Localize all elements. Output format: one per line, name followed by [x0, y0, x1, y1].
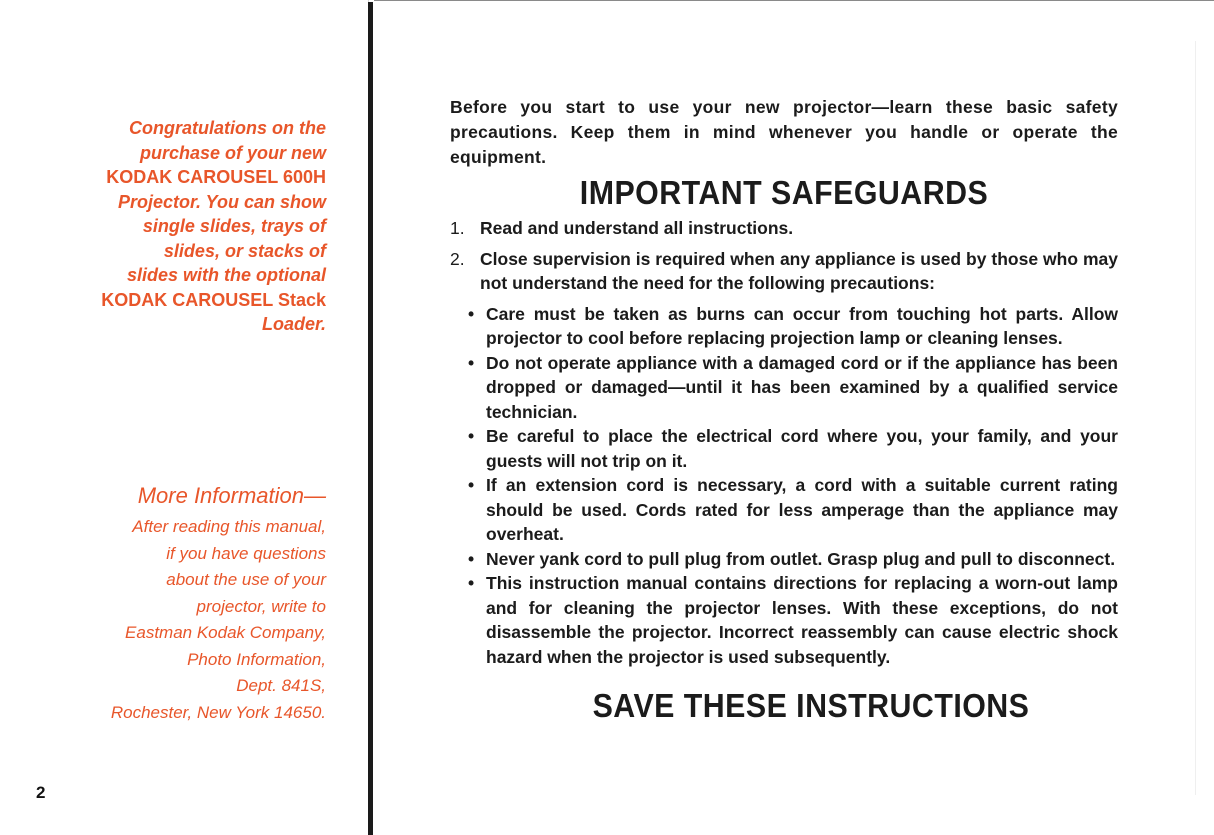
page-number: 2 — [36, 783, 46, 802]
contact-line: about the use of your — [166, 570, 326, 589]
bullet-icon: • — [468, 573, 475, 593]
congratulations-note — [36, 116, 326, 337]
list-item — [468, 302, 1118, 351]
congrats-line: Congratulations on the — [129, 118, 326, 138]
more-information-heading: More Information— — [137, 483, 326, 508]
congrats-line: Projector. You can show — [117, 191, 326, 212]
save-instructions-title: SAVE THESE INSTRUCTIONS — [592, 687, 1030, 724]
list-item — [450, 247, 1118, 296]
precaution-text: Never yank cord to pull plug from outlet. Grasp plug and pull to disconnect. — [486, 548, 1116, 569]
congrats-line: slides with the optional — [126, 265, 326, 285]
list-item — [468, 547, 1118, 572]
list-item — [468, 473, 1118, 547]
list-item — [468, 571, 1118, 669]
list-item — [468, 424, 1118, 473]
important-safeguards-title: IMPORTANT SAFEGUARDS — [579, 174, 989, 211]
brand-name-loader: KODAK CAROUSEL Stack — [101, 289, 326, 310]
precaution-text: Do not operate appliance with a damaged cord or if the appliance has been dropped or damaged—until it has been examined by a qualified service technician. — [486, 352, 1118, 422]
congrats-line: single slides, trays of — [142, 216, 326, 236]
intro-paragraph: Before you start to use your new projector—learn these basic safety precautions. Keep them in mind whenever you handle or operate the equipment. — [450, 97, 1118, 167]
bullet-icon: • — [468, 426, 475, 446]
left-page — [0, 0, 369, 835]
list-item — [468, 351, 1118, 425]
precautions-list — [450, 302, 1118, 670]
congrats-line: slides, or stacks of — [163, 240, 326, 261]
contact-line: if you have questions — [166, 543, 326, 563]
precaution-text: If an extension cord is necessary, a cord with a suitable current rating should be used. Cords rated for less amperage than the appliance may overheat. — [486, 475, 1118, 544]
item-number: 2. — [450, 248, 465, 269]
list-item — [450, 216, 1118, 241]
congrats-line: purchase of your new — [139, 142, 326, 163]
bullet-icon: • — [468, 548, 475, 569]
contact-line: Photo Information, — [187, 649, 326, 669]
contact-line: projector, write to — [196, 596, 326, 616]
safeguards-list — [450, 216, 1118, 296]
bullet-icon: • — [468, 352, 475, 373]
safeguards-content — [450, 95, 1118, 669]
item-number: 1. — [450, 218, 465, 238]
binding-spine — [368, 2, 373, 835]
precaution-text: Care must be taken as burns can occur from touching hot parts. Allow projector to cool before replacing projection lamp or cleaning lenses. — [486, 303, 1118, 348]
contact-line: Rochester, New York 14650. — [110, 702, 326, 722]
item-text: Close supervision is required when any appliance is used by those who may not understand the need for the following precautions: — [480, 248, 1118, 293]
more-information-body — [26, 514, 326, 726]
brand-name-projector: KODAK CAROUSEL 600H — [106, 167, 326, 187]
contact-line: After reading this manual, — [132, 517, 326, 536]
bullet-icon: • — [468, 303, 475, 324]
contact-line: Dept. 841S, — [236, 676, 326, 695]
precaution-text: Be careful to place the electrical cord where you, your family, and your guests will not trip on it. — [486, 426, 1118, 471]
precaution-text: This instruction manual contains directions for replacing a worn-out lamp and for cleaning the projector lenses. With these exceptions, do not disassemble the projector. Incorrect reassembly can cause electric shock hazard when the projector is used subsequently. — [486, 573, 1118, 667]
item-text: Read and understand all instructions. — [480, 218, 794, 238]
bullet-icon: • — [468, 475, 475, 495]
contact-line: Eastman Kodak Company, — [125, 623, 326, 642]
congrats-line: Loader. — [261, 314, 326, 334]
